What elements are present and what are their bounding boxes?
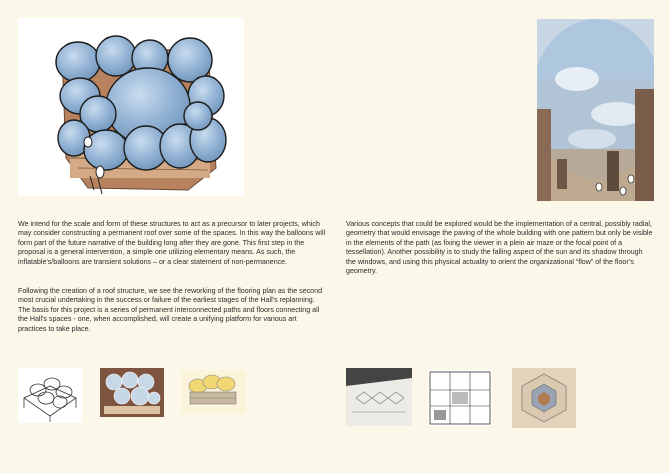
watercolor-drawing [182, 370, 246, 414]
model-thumbnail [100, 368, 164, 417]
sketch-drawing [18, 368, 82, 423]
model-drawing [100, 368, 164, 417]
floor-pattern-sketch-drawing [346, 368, 412, 426]
floor-pattern-sketch-thumbnail [346, 368, 412, 426]
hall-interior-drawing [537, 19, 654, 201]
hall-interior-photo [537, 19, 654, 201]
flooring-paragraph: Following the creation of a roof structure, we see the reworking of the flooring plan as the second most crucial undertaking in the success or failure of the earliest stages of the Hall's replanning. The basis for this project is a series of permanent interconnected paths and floors connecting all the Hall's spaces - one, when accomplished, will create a unifying platform for various art practices to take place. [18, 287, 323, 333]
sketch-thumbnail [18, 368, 82, 423]
geometry-concepts-paragraph: Various concepts that could be explored would be the implementation of a central, possibly radial, geometry that would envisage the paving of the whole building with one pattern but only be visible in the elements of the path (as fixing the viewer in a plein air maze or the focal point of a tessellation). Another possibility is to study the falling aspect of the sun and its shadow through the windows, and using this physical actuality to orient the organizational “flow” of the floor’s geometry. [346, 220, 653, 276]
watercolor-thumbnail [182, 370, 246, 414]
balloon-roof-illustration [18, 18, 244, 196]
plan-section-thumbnail [428, 370, 492, 426]
hexagon-tessellation-thumbnail [512, 368, 576, 428]
hexagon-tessellation-drawing [512, 368, 576, 428]
plan-section-drawing [428, 370, 492, 426]
balloon-roof-drawing [18, 18, 244, 196]
intro-paragraph: We intend for the scale and form of these structures to act as a precursor to later projects, which may consider constructing a permanent roof over some of the spaces. In this way the balloons will form part of the future narrative of the building long after they are gone. This first step in the proposal is a general intervention, a simple one utilizing elementary means. As such, the inflatable's/balloons are transient solutions – or a clear statement of non-permanence. [18, 220, 326, 266]
